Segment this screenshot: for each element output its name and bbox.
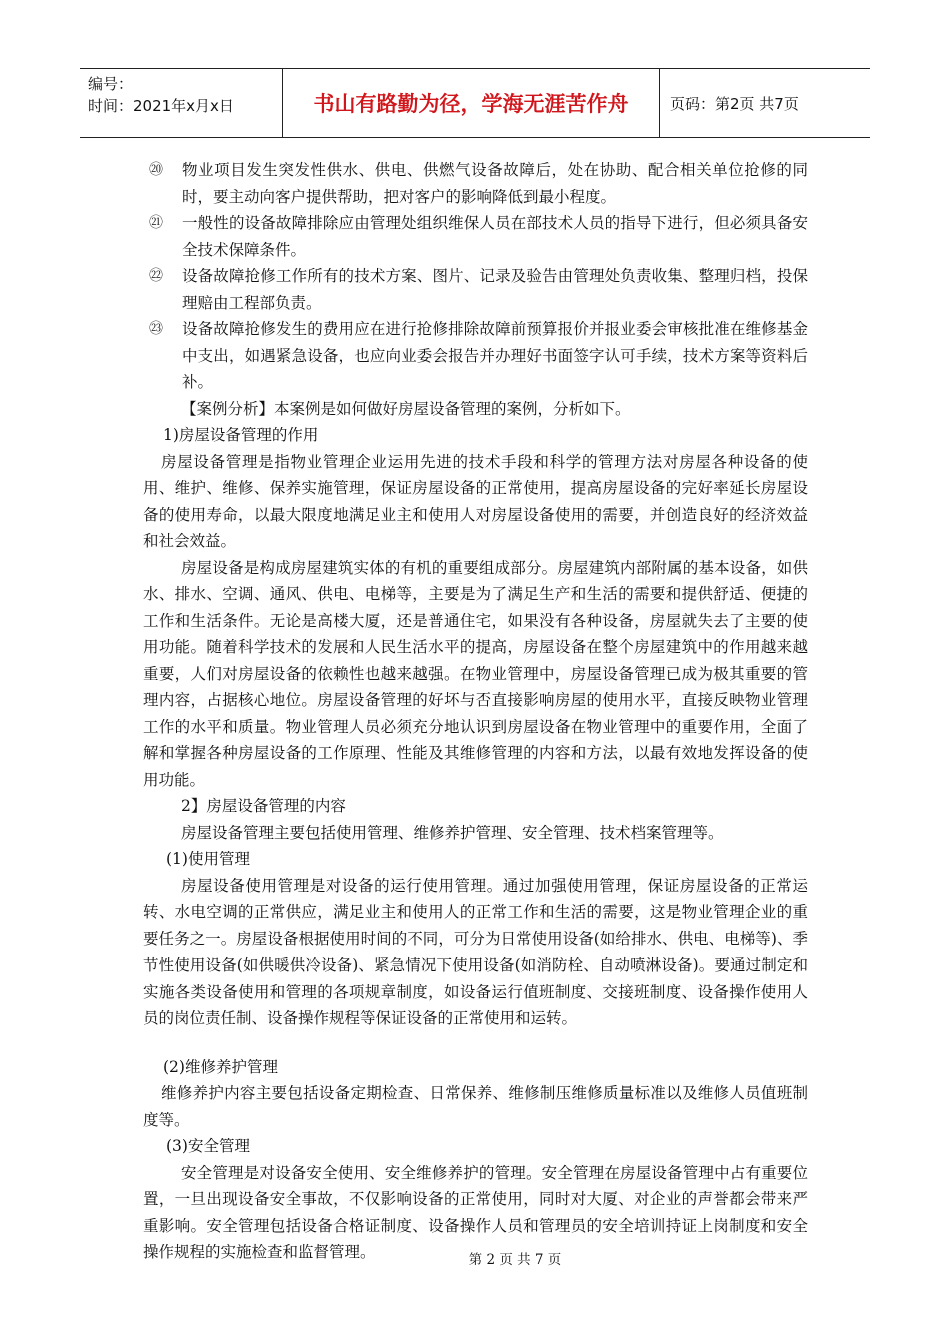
item-text: 设备故障抢修工作所有的技术方案、图片、记录及验告由管理处负责收集、整理归档，投保理赔由工程部负责。 <box>182 267 808 312</box>
item-number: ㉓ <box>149 321 163 337</box>
paragraph: 维修养护内容主要包括设备定期检查、日常保养、维修制压维修质量标准以及维修人员值班制度等。 <box>143 1084 808 1129</box>
list-item <box>143 210 808 263</box>
subsection-heading: (3)安全管理 <box>166 1137 250 1155</box>
case-analysis-line: 【案例分析】本案例是如何做好房屋设备管理的案例，分析如下。 <box>181 399 631 418</box>
document-time-label: 时间：2021年x月x日 <box>88 97 234 115</box>
header-motto: 书山有路勤为径，学海无涯苦作舟 <box>283 69 660 137</box>
list-item <box>143 157 808 210</box>
paragraph: 房屋设备使用管理是对设备的运行使用管理。通过加强使用管理，保证房屋设备的正常运转、水电空调的正常供应，满足业主和使用人的正常工作和生活的需要，这是物业管理企业的重要任务之一。房屋设备根据使用时间的不同，可分为日常使用设备(如给排水、供电、电梯等)、季节性使用设备(如供暖供冷设备)、紧急情况下使用设备(如消防栓、自动喷淋设备)。要通过制定和实施各类设备使用和管理的各项规章制度，如设备运行值班制度、交接班制度、设备操作使用人员的岗位责任制、设备操作规程等保证设备的正常使用和运转。 <box>143 876 808 1027</box>
header-page-info: 页码：第2页 共7页 <box>670 94 799 113</box>
section-heading: 1)房屋设备管理的作用 <box>163 426 319 444</box>
subsection-heading: (1)使用管理 <box>166 850 250 868</box>
paragraph: 安全管理是对设备安全使用、安全维修养护的管理。安全管理在房屋设备管理中占有重要位置，一旦出现设备安全事故，不仅影响设备的正常使用，同时对大厦、对企业的声誉都会带来严重影响。安全管理包括设备合格证制度、设备操作人员和管理员的安全培训持证上岗制度和安全操作规程的实施检查和监督管理。 <box>143 1163 808 1261</box>
item-text: 设备故障抢修发生的费用应在进行抢修排除故障前预算报价并报业委会审核批准在维修基金中支出，如遇紧急设备，也应向业委会报告并办理好书面签字认可手续，技术方案等资料后补。 <box>182 320 808 391</box>
page-footer: 第 2 页 共 7 页 <box>468 1252 562 1268</box>
spacer <box>143 1032 808 1054</box>
item-text: 物业项目发生突发性供水、供电、供燃气设备故障后，处在协助、配合相关单位抢修的同时，要主动向客户提供帮助，把对客户的影响降低到最小程度。 <box>182 161 808 206</box>
subsection-heading: (2)维修养护管理 <box>163 1057 278 1076</box>
paragraph: 房屋设备管理主要包括使用管理、维修养护管理、安全管理、技术档案管理等。 <box>181 823 724 842</box>
document-number-label: 编号： <box>88 75 134 93</box>
paragraph: 房屋设备管理是指物业管理企业运用先进的技术手段和科学的管理方法对房屋各种设备的使用、维护、维修、保养实施管理，保证房屋设备的正常使用，提高房屋设备的完好率延长房屋设备的使用寿命，以最大限度地满足业主和使用人对房屋设备使用的需要，并创造良好的经济效益和社会效益。 <box>143 452 808 550</box>
list-item <box>143 263 808 316</box>
item-number: ⑳ <box>149 162 163 178</box>
item-number: ㉒ <box>149 268 163 284</box>
header-meta <box>80 69 283 137</box>
item-number: ㉑ <box>149 215 163 231</box>
item-text: 一般性的设备故障排除应由管理处组织维保人员在部技术人员的指导下进行，但必须具备安全技术保障条件。 <box>182 214 808 259</box>
list-item <box>143 316 808 396</box>
paragraph: 房屋设备是构成房屋建筑实体的有机的重要组成部分。房屋建筑内部附属的基本设备，如供水、排水、空调、通风、供电、电梯等，主要是为了满足生产和生活的需要和提供舒适、便捷的工作和生活条件。无论是高楼大厦，还是普通住宅，如果没有各种设备，房屋就失去了主要的使用功能。随着科学技术的发展和人民生活水平的提高，房屋设备在整个房屋建筑中的作用越来越重要，人们对房屋设备的依赖性也越来越强。在物业管理中，房屋设备管理已成为极其重要的管理内容，占据核心地位。房屋设备管理的好坏与否直接影响房屋的使用水平，直接反映物业管理工作的水平和质量。物业管理人员必须充分地认识到房屋设备在物业管理中的重要作用，全面了解和掌握各种房屋设备的工作原理、性能及其维修管理的内容和方法，以最有效地发挥设备的使用功能。 <box>143 558 808 789</box>
section-heading: 2】房屋设备管理的内容 <box>181 797 346 815</box>
page-header <box>80 68 870 138</box>
document-body <box>143 157 808 1266</box>
